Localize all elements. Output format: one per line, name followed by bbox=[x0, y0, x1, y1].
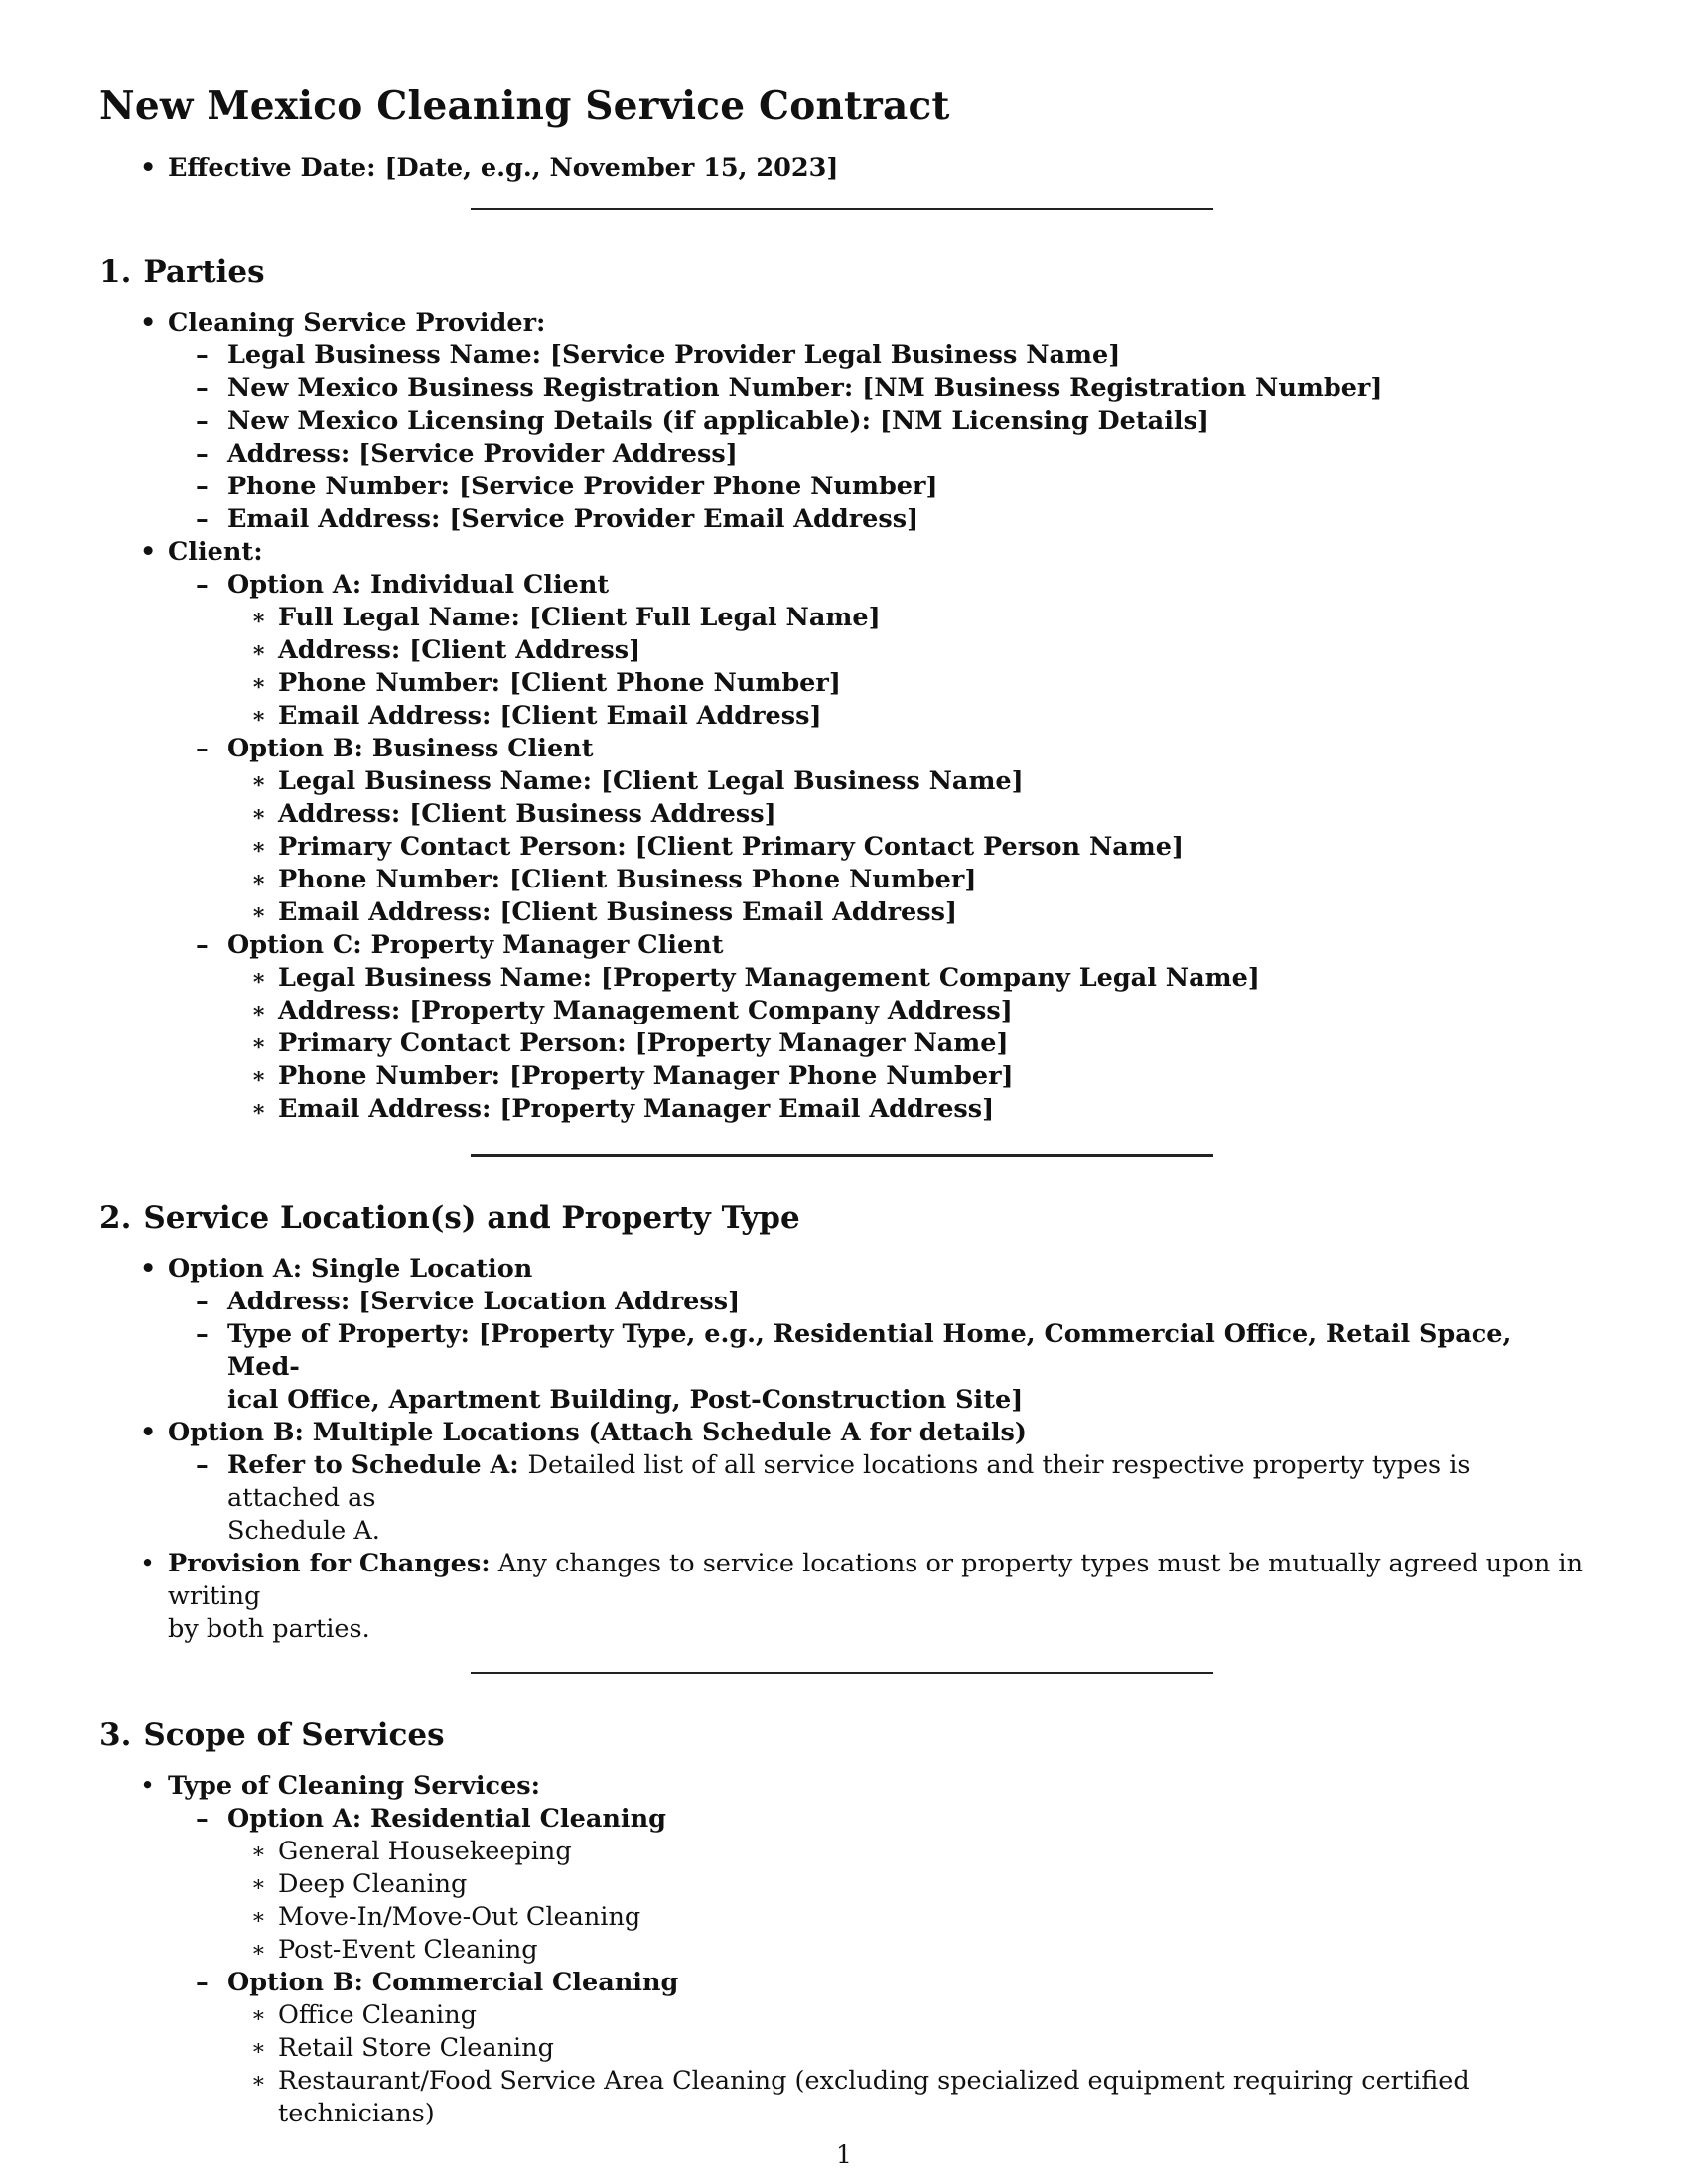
page-number: 1 bbox=[836, 2140, 852, 2169]
location-changes: • Provision for Changes: Any changes to service locations or property types must be mutually agreed upon in writing by both parties. bbox=[99, 1548, 1589, 1646]
scope-type-item: • Type of Cleaning Services: – Option A: Residential Cleaning ∗ General Housekeeping ∗ Deep Cleaning ∗ Move-In/Move-Out Cleaning ∗ Post-Event Cleaning – Option B: Commercial Cleaning ∗ Office Cleaning ∗ Retail Store Cleaning ∗ Restaurant/Food Service Area Cleaning (excluding specialized equipment requiring certified technicians) bbox=[99, 1770, 1589, 2130]
document-title: New Mexico Cleaning Service Contract bbox=[99, 83, 950, 129]
service-item: ∗ Restaurant/Food Service Area Cleaning (excluding specialized equipment requiring certified technicians) bbox=[227, 2065, 1589, 2130]
provider-fields bbox=[168, 340, 1589, 536]
section-heading-parties: 1. Parties bbox=[99, 253, 265, 290]
provider-field: – Address: [Service Provider Address] bbox=[168, 438, 1589, 471]
location-option-b: • Option B: Multiple Locations (Attach Schedule A for details) – Refer to Schedule A: Detailed list of all service locations and their respective property types is attached as Schedule A. bbox=[99, 1417, 1589, 1548]
service-item: ∗ Office Cleaning bbox=[227, 1999, 1589, 2032]
client-item: • Client: – Option A: Individual Client ∗ Full Legal Name: [Client Full Legal Name] ∗ Address: [Client Address] ∗ Phone Number: [Client Phone Number] ∗ Email Address: [Client Email Address] – Option B: Business Client ∗ Legal Business Name: [Client Legal Business Name] ∗ Address: [Client Business Address] ∗ Primary Contact Person: [Client Primary Contact Person Name] ∗ Phone Number: [Client Business Phone Number] ∗ Email Address: [Client Business Email Address] – Option C: Property Manager Client ∗ Legal Business Name: [Property Management Company Legal Name] ∗ Address: [Property Management Company Address] ∗ Primary Contact Person: [Property Manager Name] ∗ Phone Number: [Property Manager Phone Number] ∗ Email Address: [Property Manager Email Address] bbox=[99, 536, 1589, 1126]
client-option-a: – Option A: Individual Client ∗ Full Legal Name: [Client Full Legal Name] ∗ Address: [Client Address] ∗ Phone Number: [Client Phone Number] ∗ Email Address: [Client Email Address] bbox=[168, 569, 1589, 733]
section-heading-scope: 3. Scope of Services bbox=[99, 1717, 445, 1754]
client-field: ∗ Address: [Client Address] bbox=[227, 634, 1589, 667]
client-option-c: – Option C: Property Manager Client ∗ Legal Business Name: [Property Management Company Legal Name] ∗ Address: [Property Management Company Address] ∗ Primary Contact Person: [Property Manager Name] ∗ Phone Number: [Property Manager Phone Number] ∗ Email Address: [Property Manager Email Address] bbox=[168, 929, 1589, 1126]
commercial-items bbox=[227, 1999, 1589, 2130]
scope-residential: – Option A: Residential Cleaning ∗ General Housekeeping ∗ Deep Cleaning ∗ Move-In/Move-Out Cleaning ∗ Post-Event Cleaning bbox=[168, 1803, 1589, 1967]
client-option-a-fields bbox=[227, 602, 1589, 733]
residential-items bbox=[227, 1836, 1589, 1967]
client-field: ∗ Primary Contact Person: [Property Manager Name] bbox=[227, 1027, 1589, 1060]
section-divider bbox=[471, 1154, 1213, 1157]
section-divider bbox=[471, 208, 1213, 210]
location-option-b-fields bbox=[168, 1449, 1589, 1548]
provider-item: • Cleaning Service Provider: – Legal Business Name: [Service Provider Legal Business Name] – New Mexico Business Registration Number: [NM Business Registration Number] – New Mexico Licensing Details (if applicable): [NM Licensing Details] – Address: [Service Provider Address] – Phone Number: [Service Provider Phone Number] – Email Address: [Service Provider Email Address] bbox=[99, 307, 1589, 536]
provider-field: – New Mexico Business Registration Number: [NM Business Registration Number] bbox=[168, 372, 1589, 405]
effective-date: • Effective Date: [Date, e.g., November 15, 2023] bbox=[99, 152, 1589, 185]
service-item: ∗ Move-In/Move-Out Cleaning bbox=[227, 1901, 1589, 1934]
location-option-a-fields bbox=[168, 1286, 1589, 1417]
scope-commercial: – Option B: Commercial Cleaning ∗ Office Cleaning ∗ Retail Store Cleaning ∗ Restaurant/Food Service Area Cleaning (excluding specialized equipment requiring certified technicians) bbox=[168, 1967, 1589, 2130]
section-divider bbox=[471, 1672, 1213, 1674]
client-field: ∗ Address: [Client Business Address] bbox=[227, 798, 1589, 831]
client-field: ∗ Phone Number: [Client Phone Number] bbox=[227, 667, 1589, 700]
client-option-c-fields bbox=[227, 962, 1589, 1126]
location-property-type: – Type of Property: [Property Type, e.g., Residential Home, Commercial Office, Retail Space, Med- ical Office, Apartment Building, Post-Construction Site] bbox=[168, 1318, 1589, 1417]
provider-field: – New Mexico Licensing Details (if applicable): [NM Licensing Details] bbox=[168, 405, 1589, 438]
location-list bbox=[99, 1253, 1589, 1646]
document-page bbox=[99, 83, 1589, 2130]
service-item: ∗ Post-Event Cleaning bbox=[227, 1934, 1589, 1967]
provider-field: – Legal Business Name: [Service Provider Legal Business Name] bbox=[168, 340, 1589, 372]
client-field: ∗ Phone Number: [Client Business Phone Number] bbox=[227, 864, 1589, 896]
client-option-b: – Option B: Business Client ∗ Legal Business Name: [Client Legal Business Name] ∗ Address: [Client Business Address] ∗ Primary Contact Person: [Client Primary Contact Person Name] ∗ Phone Number: [Client Business Phone Number] ∗ Email Address: [Client Business Email Address] bbox=[168, 733, 1589, 929]
parties-list bbox=[99, 307, 1589, 1126]
client-field: ∗ Primary Contact Person: [Client Primary Contact Person Name] bbox=[227, 831, 1589, 864]
client-field: ∗ Address: [Property Management Company Address] bbox=[227, 995, 1589, 1027]
service-item: ∗ General Housekeeping bbox=[227, 1836, 1589, 1868]
client-field: ∗ Legal Business Name: [Property Management Company Legal Name] bbox=[227, 962, 1589, 995]
client-field: ∗ Email Address: [Property Manager Email Address] bbox=[227, 1093, 1589, 1126]
location-address: – Address: [Service Location Address] bbox=[168, 1286, 1589, 1318]
client-field: ∗ Full Legal Name: [Client Full Legal Name] bbox=[227, 602, 1589, 634]
service-item: ∗ Retail Store Cleaning bbox=[227, 2032, 1589, 2065]
provider-field: – Email Address: [Service Provider Email Address] bbox=[168, 503, 1589, 536]
service-item: ∗ Deep Cleaning bbox=[227, 1868, 1589, 1901]
scope-list bbox=[99, 1770, 1589, 2130]
client-field: ∗ Email Address: [Client Business Email Address] bbox=[227, 896, 1589, 929]
scope-options bbox=[168, 1803, 1589, 2130]
effective-date-list bbox=[99, 152, 1589, 185]
client-options bbox=[168, 569, 1589, 1126]
client-option-b-fields bbox=[227, 765, 1589, 929]
client-field: ∗ Phone Number: [Property Manager Phone Number] bbox=[227, 1060, 1589, 1093]
location-option-a: • Option A: Single Location – Address: [Service Location Address] – Type of Property: [Property Type, e.g., Residential Home, Commercial Office, Retail Space, Med- ical Office, Apartment Building, Post-Construction Site] bbox=[99, 1253, 1589, 1417]
section-heading-location: 2. Service Location(s) and Property Type bbox=[99, 1199, 800, 1236]
provider-field: – Phone Number: [Service Provider Phone Number] bbox=[168, 471, 1589, 503]
client-field: ∗ Legal Business Name: [Client Legal Business Name] bbox=[227, 765, 1589, 798]
schedule-a-reference: – Refer to Schedule A: Detailed list of all service locations and their respective property types is attached as Schedule A. bbox=[168, 1449, 1589, 1548]
client-field: ∗ Email Address: [Client Email Address] bbox=[227, 700, 1589, 733]
